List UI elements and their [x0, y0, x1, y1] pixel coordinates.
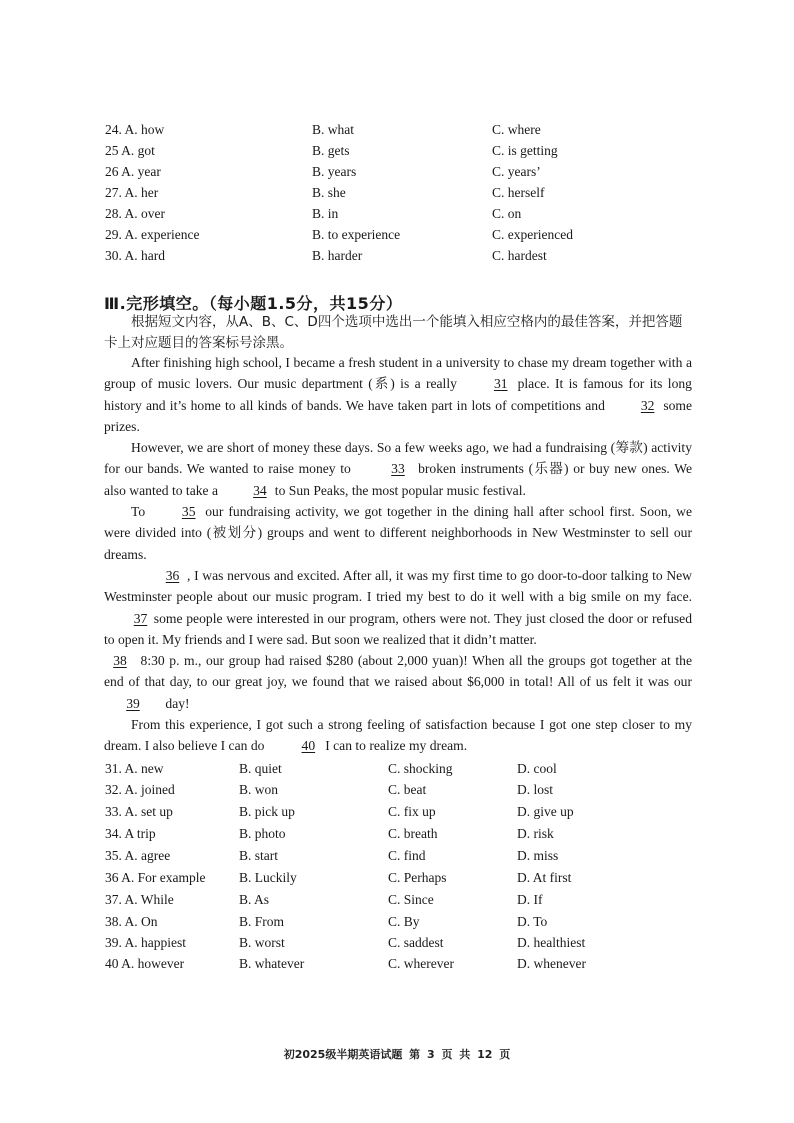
- option-a: 24. A. how: [105, 122, 165, 137]
- passage-paragraph-3: [104, 501, 692, 565]
- option-d: D. At first: [517, 870, 572, 885]
- option-b: B. quiet: [239, 761, 282, 776]
- blank-33: 33: [391, 461, 405, 477]
- option-c: C. hardest: [492, 248, 547, 263]
- blank-37: 37: [133, 610, 148, 626]
- option-c: C. breath: [388, 826, 438, 841]
- passage-text: our fundraising activity, we got together in the dining hall after school first. Soon, we were divided into (被划分) groups and went to different neighborhoods in New Westminster to sell our dreams.: [104, 504, 692, 562]
- section-title: Ⅲ.完形填空。（每小题1.5分，共15分）: [104, 294, 403, 313]
- passage-text: to Sun Peaks, the most popular music festival.: [271, 482, 526, 498]
- option-b: B. to experience: [312, 227, 401, 242]
- blank-40: 40: [301, 738, 316, 754]
- option-c: C. By: [388, 914, 420, 929]
- option-d: D. lost: [517, 782, 554, 797]
- option-d: D. give up: [517, 804, 574, 819]
- option-c: C. is getting: [492, 143, 558, 158]
- option-a: 28. A. over: [105, 206, 165, 221]
- option-a: 34. A trip: [105, 826, 156, 841]
- passage-text: some people were interested in our program, others were not. They just closed the door or refused to open it. My friends and I were sad. But soon we realized that it didn’t matter.: [104, 610, 692, 647]
- option-d: D. To: [517, 914, 548, 929]
- option-b: B. in: [312, 206, 339, 221]
- passage-text: 8:30 p. m., our group had raised $280 (about 2,000 yuan)! When all the groups got together at the end of that day, to our great joy, we found that we raised about $6,000 in total! All of us felt it was our: [104, 653, 692, 690]
- option-b: B. harder: [312, 248, 363, 263]
- option-a: 29. A. experience: [105, 227, 200, 242]
- option-a: 25 A. got: [105, 143, 155, 158]
- blank-31: 31: [493, 376, 508, 392]
- option-d: D. miss: [517, 848, 559, 863]
- option-c: C. shocking: [388, 761, 453, 776]
- passage-text: day!: [162, 695, 190, 711]
- option-c: C. on: [492, 206, 522, 221]
- option-a: 39. A. happiest: [105, 935, 186, 950]
- blank-35: 35: [181, 504, 196, 520]
- option-d: D. cool: [517, 761, 557, 776]
- option-a: 30. A. hard: [105, 248, 165, 263]
- passage-text: From this experience, I got such a strong feeling of satisfaction because I got one step closer to my dream. I also believe I can do: [104, 717, 692, 754]
- option-b: B. photo: [239, 826, 286, 841]
- passage-text: , I was nervous and excited. After all, it was my first time to go door-to-door talking to New Westminster people about our music program. I tried my best to do it well with a big smile on my face.: [104, 567, 692, 605]
- passage-text: broken instruments (乐器) or buy new ones. We also wanted to take a: [104, 461, 692, 498]
- option-b: B. From: [239, 914, 285, 929]
- passage-paragraph-6: [104, 714, 692, 757]
- blank-39: 39: [126, 695, 140, 711]
- section-instructions: 根据短文内容，从A、B、C、D四个选项中选出一个能填入相应空格内的最佳答案，并把答题卡上对应题目的答案标号涂黑。: [104, 314, 683, 351]
- option-b: B. she: [312, 185, 346, 200]
- option-c: C. herself: [492, 185, 545, 200]
- passage-text: I can to realize my dream.: [321, 738, 468, 754]
- cloze-passage: [104, 352, 692, 757]
- option-b: B. Luckily: [239, 870, 297, 885]
- option-b: B. As: [239, 892, 270, 907]
- passage-paragraph-2: [104, 437, 692, 501]
- option-d: D. risk: [517, 826, 554, 841]
- option-b: B. pick up: [239, 804, 295, 819]
- option-a: 26 A. year: [105, 164, 161, 179]
- passage-paragraph-5: [104, 650, 692, 714]
- option-c: C. find: [388, 848, 426, 863]
- option-c: C. Since: [388, 892, 434, 907]
- passage-text: After finishing high school, I became a fresh student in a university to chase my dream together with a group of music lovers. Our music department (系) is a really: [104, 355, 692, 392]
- option-a: 35. A. agree: [105, 848, 171, 863]
- option-c: C. where: [492, 122, 541, 137]
- blank-34: 34: [253, 482, 267, 498]
- option-a: 40 A. however: [105, 956, 185, 971]
- option-a: 37. A. While: [105, 892, 174, 907]
- option-d: D. healthiest: [517, 935, 586, 950]
- option-b: B. what: [312, 122, 354, 137]
- option-b: B. whatever: [239, 956, 305, 971]
- passage-text: place. It is famous for its long history and it’s home to all kinds of bands. We have taken part in lots of competitions and: [104, 376, 692, 413]
- option-a: 33. A. set up: [105, 804, 173, 819]
- passage-text: To: [131, 504, 151, 520]
- option-b: B. start: [239, 848, 278, 863]
- option-c: C. saddest: [388, 935, 444, 950]
- option-b: B. years: [312, 164, 357, 179]
- blank-32: 32: [640, 397, 655, 413]
- blank-36: 36: [165, 567, 180, 583]
- option-a: 32. A. joined: [105, 782, 175, 797]
- option-d: D. If: [517, 892, 543, 907]
- option-c: C. fix up: [388, 804, 436, 819]
- option-c: C. experienced: [492, 227, 573, 242]
- option-a: 36 A. For example: [105, 870, 206, 885]
- passage-paragraph-4: [104, 565, 692, 650]
- blank-38: 38: [113, 653, 127, 669]
- passage-paragraph-1: [104, 352, 692, 437]
- option-c: C. Perhaps: [388, 870, 447, 885]
- option-b: B. worst: [239, 935, 285, 950]
- option-c: C. years’: [492, 164, 541, 179]
- option-b: B. gets: [312, 143, 350, 158]
- option-d: D. whenever: [517, 956, 586, 971]
- option-c: C. beat: [388, 782, 427, 797]
- option-a: 38. A. On: [105, 914, 158, 929]
- option-a: 31. A. new: [105, 761, 164, 776]
- option-c: C. wherever: [388, 956, 454, 971]
- passage-text: some prizes.: [104, 397, 693, 434]
- option-a: 27. A. her: [105, 185, 159, 200]
- page-footer: 初2025级半期英语试题 第 3 页 共 12 页: [283, 1048, 511, 1061]
- passage-text: However, we are short of money these days. So a few weeks ago, we had a fundraising (筹款) activity for our bands. We wanted to raise money to: [104, 440, 692, 477]
- option-b: B. won: [239, 782, 279, 797]
